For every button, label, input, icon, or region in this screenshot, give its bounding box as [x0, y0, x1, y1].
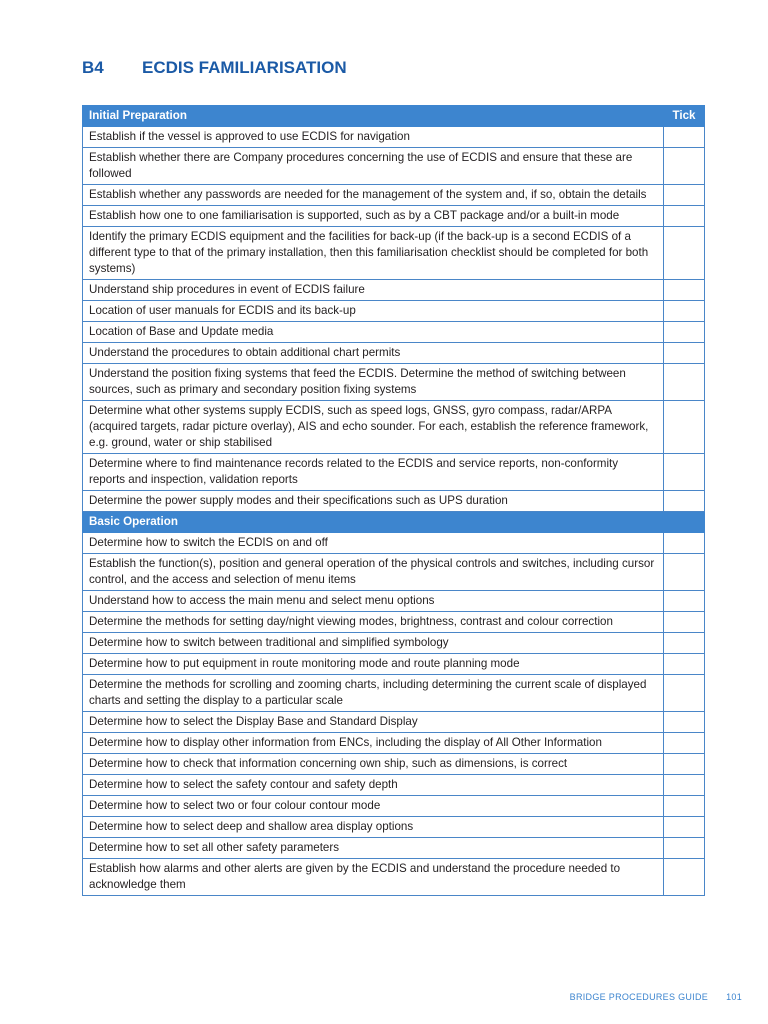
section-header-spacer — [664, 512, 705, 533]
checklist-item-text: Establish how one to one familiarisation is supported, such as by a CBT package and/or a built-in mode — [83, 206, 664, 227]
checklist-row — [83, 633, 705, 654]
tick-box[interactable] — [664, 401, 705, 454]
checklist-item-text: Determine how to put equipment in route monitoring mode and route planning mode — [83, 654, 664, 675]
tick-box[interactable] — [664, 591, 705, 612]
checklist-row — [83, 754, 705, 775]
checklist-row — [83, 127, 705, 148]
tick-box[interactable] — [664, 838, 705, 859]
checklist-item-text: Understand the procedures to obtain additional chart permits — [83, 343, 664, 364]
section-header: Initial Preparation — [83, 106, 664, 127]
tick-box[interactable] — [664, 612, 705, 633]
checklist-row — [83, 712, 705, 733]
checklist-row — [83, 859, 705, 896]
tick-box[interactable] — [664, 364, 705, 401]
checklist-item-text: Establish whether any passwords are needed for the management of the system and, if so, obtain the details — [83, 185, 664, 206]
section-heading — [82, 56, 347, 80]
checklist-row — [83, 817, 705, 838]
checklist-row — [83, 322, 705, 343]
checklist-item-text: Understand how to access the main menu and select menu options — [83, 591, 664, 612]
checklist-item-text: Understand the position fixing systems that feed the ECDIS. Determine the method of switching between sources, such as primary and secondary position fixing systems — [83, 364, 664, 401]
checklist-row — [83, 733, 705, 754]
checklist-item-text: Establish if the vessel is approved to use ECDIS for navigation — [83, 127, 664, 148]
tick-box[interactable] — [664, 454, 705, 491]
section-header: Basic Operation — [83, 512, 664, 533]
tick-box[interactable] — [664, 227, 705, 280]
checklist-item-text: Determine how to select the Display Base and Standard Display — [83, 712, 664, 733]
checklist-item-text: Identify the primary ECDIS equipment and the facilities for back-up (if the back-up is a second ECDIS of a different type to that of the primary installation, then this familiarisation checklist should be completed for both systems) — [83, 227, 664, 280]
page-number: 101 — [726, 992, 742, 1002]
tick-box[interactable] — [664, 775, 705, 796]
tick-box[interactable] — [664, 280, 705, 301]
checklist-item-text: Establish the function(s), position and general operation of the physical controls and switches, including cursor control, and the access and selection of menu items — [83, 554, 664, 591]
checklist-row — [83, 675, 705, 712]
checklist-row — [83, 206, 705, 227]
tick-box[interactable] — [664, 343, 705, 364]
checklist-item-text: Location of Base and Update media — [83, 322, 664, 343]
checklist-item-text: Determine how to set all other safety parameters — [83, 838, 664, 859]
tick-box[interactable] — [664, 554, 705, 591]
checklist-row — [83, 148, 705, 185]
checklist-row — [83, 301, 705, 322]
tick-box[interactable] — [664, 675, 705, 712]
checklist-item-text: Determine how to select the safety contour and safety depth — [83, 775, 664, 796]
checklist-row — [83, 185, 705, 206]
checklist-row — [83, 838, 705, 859]
tick-box[interactable] — [664, 754, 705, 775]
page-footer — [570, 992, 742, 1002]
checklist-row — [83, 591, 705, 612]
checklist-item-text: Understand ship procedures in event of ECDIS failure — [83, 280, 664, 301]
checklist-item-text: Determine the methods for setting day/night viewing modes, brightness, contrast and colour correction — [83, 612, 664, 633]
checklist-item-text: Determine the power supply modes and their specifications such as UPS duration — [83, 491, 664, 512]
tick-box[interactable] — [664, 712, 705, 733]
checklist-row — [83, 554, 705, 591]
section-header-row — [83, 512, 705, 533]
checklist-row — [83, 454, 705, 491]
checklist-item-text: Establish whether there are Company procedures concerning the use of ECDIS and ensure that these are followed — [83, 148, 664, 185]
checklist-row — [83, 491, 705, 512]
tick-box[interactable] — [664, 796, 705, 817]
tick-box[interactable] — [664, 817, 705, 838]
tick-box[interactable] — [664, 859, 705, 896]
checklist-item-text: Location of user manuals for ECDIS and its back-up — [83, 301, 664, 322]
tick-box[interactable] — [664, 148, 705, 185]
section-code: B4 — [82, 58, 104, 77]
checklist-item-text: Determine how to select deep and shallow area display options — [83, 817, 664, 838]
checklist-item-text: Determine how to switch the ECDIS on and off — [83, 533, 664, 554]
checklist-row — [83, 612, 705, 633]
checklist-row — [83, 227, 705, 280]
checklist-item-text: Establish how alarms and other alerts are given by the ECDIS and understand the procedure needed to acknowledge them — [83, 859, 664, 896]
footer-guide-title: BRIDGE PROCEDURES GUIDE — [569, 992, 709, 1002]
tick-box[interactable] — [664, 491, 705, 512]
checklist-item-text: Determine what other systems supply ECDIS, such as speed logs, GNSS, gyro compass, radar/ARPA (acquired targets, radar picture overlay), AIS and echo sounder. For each, establish the reference framework, e.g. ground, water or ship stabilised — [83, 401, 664, 454]
checklist-item-text: Determine the methods for scrolling and zooming charts, including determining the current scale of displayed charts and setting the display to a particular scale — [83, 675, 664, 712]
section-title: ECDIS FAMILIARISATION — [142, 58, 347, 77]
tick-box[interactable] — [664, 633, 705, 654]
familiarisation-checklist-table — [82, 105, 705, 896]
tick-box[interactable] — [664, 206, 705, 227]
section-header-row — [83, 106, 705, 127]
checklist-row — [83, 775, 705, 796]
checklist-row — [83, 280, 705, 301]
tick-box[interactable] — [664, 322, 705, 343]
tick-box[interactable] — [664, 301, 705, 322]
tick-box[interactable] — [664, 185, 705, 206]
checklist-row — [83, 796, 705, 817]
tick-box[interactable] — [664, 654, 705, 675]
tick-box[interactable] — [664, 127, 705, 148]
checklist-item-text: Determine how to display other information from ENCs, including the display of All Other Information — [83, 733, 664, 754]
checklist-row — [83, 654, 705, 675]
checklist-item-text: Determine how to check that information concerning own ship, such as dimensions, is correct — [83, 754, 664, 775]
checklist-row — [83, 401, 705, 454]
checklist-item-text: Determine how to select two or four colour contour mode — [83, 796, 664, 817]
checklist-item-text: Determine where to find maintenance records related to the ECDIS and service reports, non-conformity reports and inspection, validation reports — [83, 454, 664, 491]
tick-column-header: Tick — [664, 106, 705, 127]
checklist-item-text: Determine how to switch between traditional and simplified symbology — [83, 633, 664, 654]
tick-box[interactable] — [664, 533, 705, 554]
checklist-row — [83, 364, 705, 401]
checklist-row — [83, 343, 705, 364]
tick-box[interactable] — [664, 733, 705, 754]
checklist-row — [83, 533, 705, 554]
